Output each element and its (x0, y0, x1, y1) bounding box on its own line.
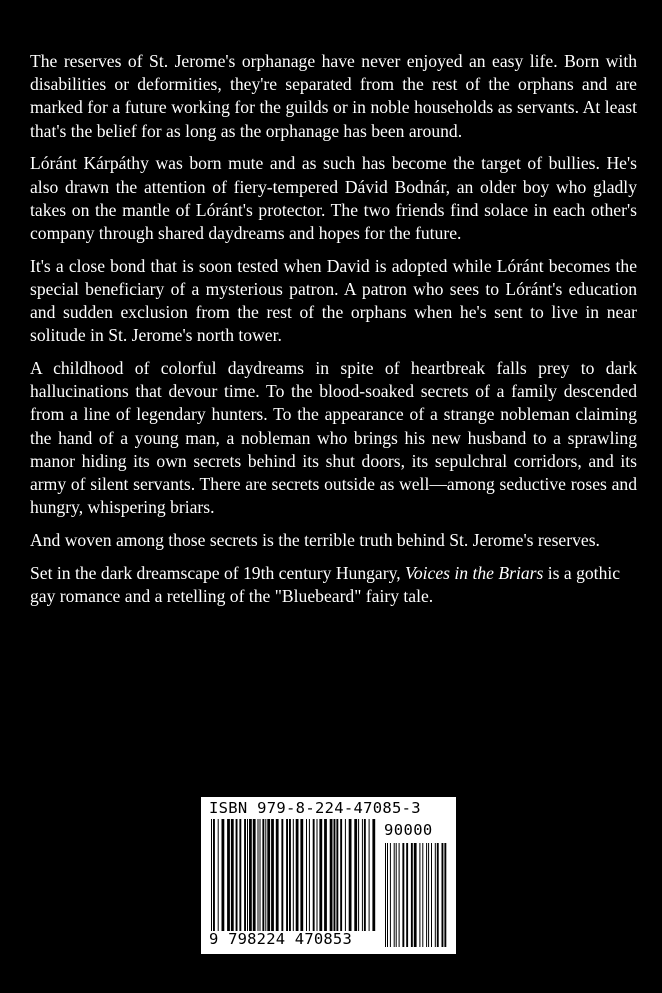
ean-bar (289, 819, 291, 931)
blurb-p6-start: Set in the dark dreamscape of 19th century Hungary, (30, 562, 406, 583)
price-bar (402, 843, 404, 947)
ean-bar (267, 819, 270, 931)
ean-digits: 9 798224 470853 (209, 930, 352, 948)
ean-bar (334, 819, 336, 931)
ean-bar (211, 819, 212, 931)
ean-bar (349, 819, 352, 931)
ean-bar (247, 819, 248, 931)
price-bar (435, 843, 436, 947)
price-bar (414, 843, 417, 947)
price-bar (406, 843, 408, 947)
ean-bar (340, 819, 342, 931)
blurb-paragraph-3: It's a close bond that is soon tested when David is adopted while Lóránt becomes the special beneficiary of a mysterious patron. A patron who sees to Lóránt's education and sudden exclusion from the rest of the orphans when he's sent to live in near solitude in St. Jerome's north tower. (30, 255, 637, 346)
price-bar (394, 843, 395, 947)
price-bar (444, 843, 446, 947)
price-bar (426, 843, 427, 947)
price-bar (428, 843, 429, 947)
ean-bar (354, 819, 357, 931)
price-bar (422, 843, 423, 947)
isbn-barcode (201, 797, 456, 954)
ean-bar (293, 819, 294, 931)
ean-bar (265, 819, 266, 931)
price-bar (399, 843, 400, 947)
ean-bar (330, 819, 333, 931)
blurb-p6-end: is a gothic gay romance and a retelling of the "Bluebeard" fairy tale. (30, 562, 621, 606)
ean-bar (249, 819, 252, 931)
isbn-label: ISBN 979-8-224-47085-3 (209, 799, 421, 817)
ean-bar (364, 819, 366, 931)
ean-bar (227, 819, 230, 931)
price-bar (390, 843, 391, 947)
ean-bar (271, 819, 274, 931)
ean-bar (313, 819, 315, 931)
price-bar (385, 843, 386, 947)
ean-bar (222, 819, 225, 931)
ean-bar (213, 819, 215, 931)
back-cover-blurb (30, 50, 637, 617)
ean-bar (260, 819, 261, 931)
ean-bar (324, 819, 327, 931)
ean-bar (286, 819, 288, 931)
blurb-paragraph-4: A childhood of colorful daydreams in spite of heartbreak falls prey to dark hallucinations that devour time. To the blood-soaked secrets of a family descended from a line of legendary hunters. To the appearance of a strange nobleman claiming the hand of a young man, a nobleman who brings his new husband to a sprawling manor hiding its own secrets behind its shut doors, its sepulchral corridors, and its army of silent servants. There are secrets outside as well—among seductive roses and hungry, whispering briars. (30, 357, 637, 518)
price-bar (437, 843, 439, 947)
ean-bar (244, 819, 246, 931)
ean-bar (236, 819, 238, 931)
blurb-paragraph-2: Lóránt Kárpáthy was born mute and as such has become the target of bullies. He's also drawn the attention of fiery-tempered Dávid Bodnár, an older boy who gladly takes on the mantle of Lóránt's protector. The two friends find solace in each other's company through shared daydreams and hopes for the future. (30, 153, 637, 243)
ean-bar (372, 819, 375, 931)
ean-bar (306, 819, 307, 931)
ean-bar (317, 819, 318, 931)
ean-bar (253, 819, 256, 931)
ean-bar (281, 819, 283, 931)
blurb-paragraph-1: The reserves of St. Jerome's orphanage have never enjoyed an easy life. Born with disabilities or deformities, they're separated from the rest of the orphans and are marked for a future working for the guilds or in noble households as servants. At least that's the belief for as long as the orphanage has been around. (30, 51, 637, 141)
price-bar (411, 843, 413, 947)
ean-bar (345, 819, 346, 931)
blurb-paragraph-6 (30, 562, 637, 608)
ean-bar (276, 819, 279, 931)
book-title-italic: Voices in the Briars (405, 562, 544, 583)
price-bar (431, 843, 432, 947)
ean-bar (336, 819, 338, 931)
ean-bar (362, 819, 363, 931)
ean-bar (319, 819, 322, 931)
ean-bar (262, 819, 264, 931)
ean-bar (218, 819, 219, 931)
ean-bar (369, 819, 370, 931)
price-bar (419, 843, 420, 947)
ean-bar (231, 819, 234, 931)
ean-bar (300, 819, 303, 931)
ean-bar (358, 819, 359, 931)
price-code: 90000 (384, 821, 433, 839)
blurb-paragraph-5: And woven among those secrets is the terrible truth behind St. Jerome's reserves. (30, 529, 600, 550)
price-bar (442, 843, 444, 947)
price-bar (387, 843, 388, 947)
price-bar (396, 843, 397, 947)
ean-bar (258, 819, 259, 931)
ean-bar (239, 819, 241, 931)
ean-bar (309, 819, 310, 931)
ean-bar (296, 819, 299, 931)
